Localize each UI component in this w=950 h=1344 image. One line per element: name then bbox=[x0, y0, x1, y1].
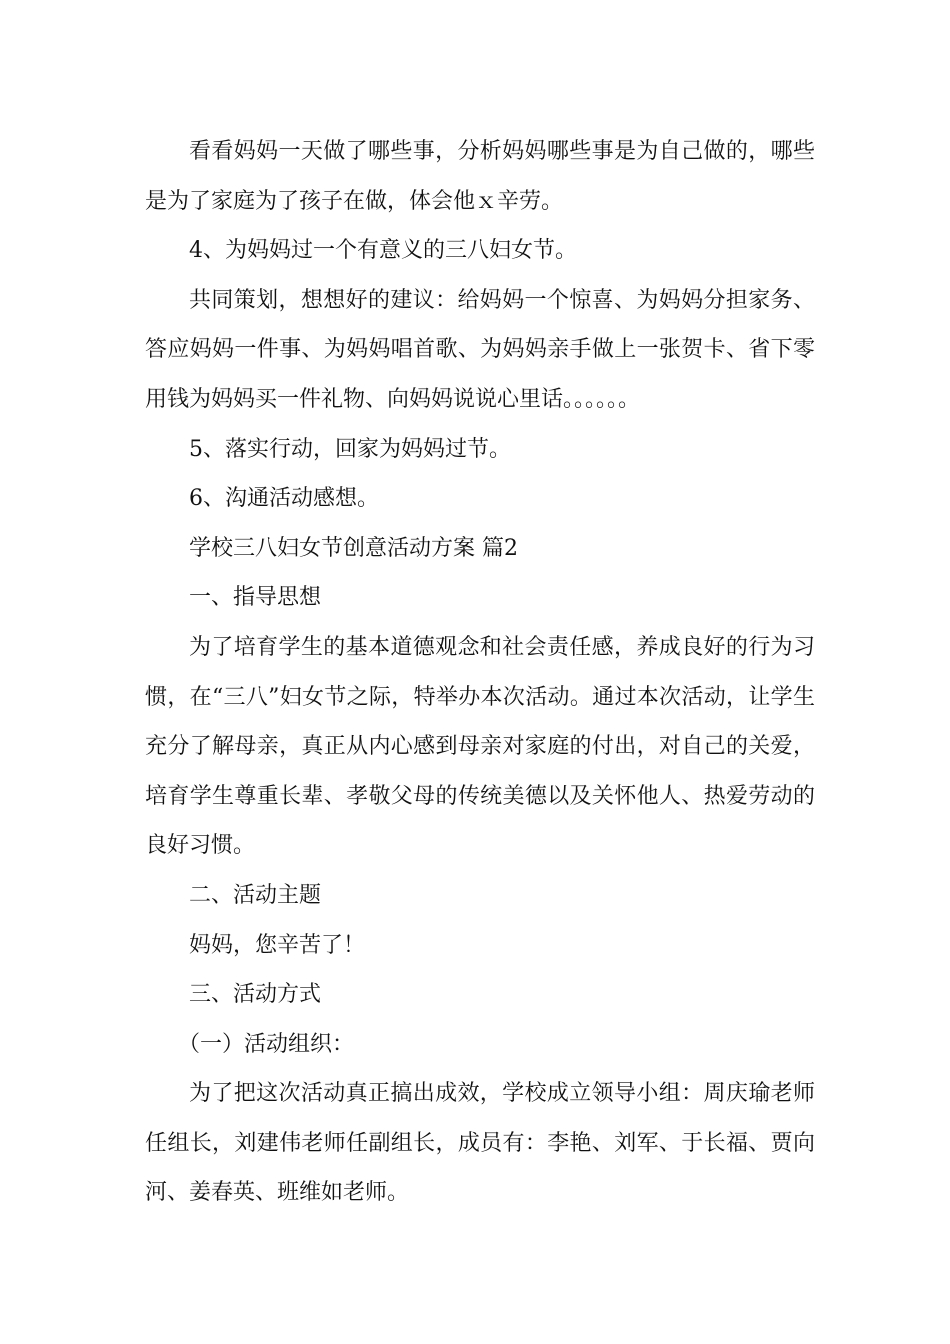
paragraph: 为了把这次活动真正搞出成效，学校成立领导小组：周庆瑜老师任组长，刘建伟老师任副组长，成员有：李艳、刘军、于长福、贾向河、姜春英、班维如老师。 bbox=[145, 1081, 815, 1206]
paragraph: 为了培育学生的基本道德观念和社会责任感，养成良好的行为习惯，在“三八”妇女节之际，特举办本次活动。通过本次活动，让学生充分了解母亲，真正从内心感到母亲对家庭的付出，对自己的关爱，培育学生尊重长辈、孝敬父母的传统美德以及关怀他人、热爱劳动的良好习惯。 bbox=[145, 634, 815, 859]
heading: 三、活动方式 bbox=[189, 982, 322, 1008]
paragraph: 5、落实行动，回家为妈妈过节。 bbox=[189, 436, 511, 462]
subheading: （一）活动组织： bbox=[178, 1031, 355, 1057]
section-title: 学校三八妇女节创意活动方案 篇2 bbox=[189, 535, 518, 561]
paragraph: 看看妈妈一天做了哪些事，分析妈妈哪些事是为自己做的，哪些是为了家庭为了孩子在做，体会他ｘ辛劳。 bbox=[145, 139, 815, 214]
heading: 一、指导思想 bbox=[189, 585, 322, 611]
paragraph: 共同策划，想想好的建议：给妈妈一个惊喜、为妈妈分担家务、答应妈妈一件事、为妈妈唱首歌、为妈妈亲手做上一张贺卡、省下零用钱为妈妈买一件礼物、向妈妈说说心里话。。。。。。 bbox=[145, 287, 815, 412]
paragraph: 4、为妈妈过一个有意义的三八妇女节。 bbox=[189, 238, 577, 264]
document-body bbox=[145, 127, 815, 1218]
heading: 二、活动主题 bbox=[189, 882, 322, 908]
paragraph: 6、沟通活动感想。 bbox=[189, 486, 379, 512]
paragraph: 妈妈，您辛苦了！ bbox=[189, 932, 366, 958]
